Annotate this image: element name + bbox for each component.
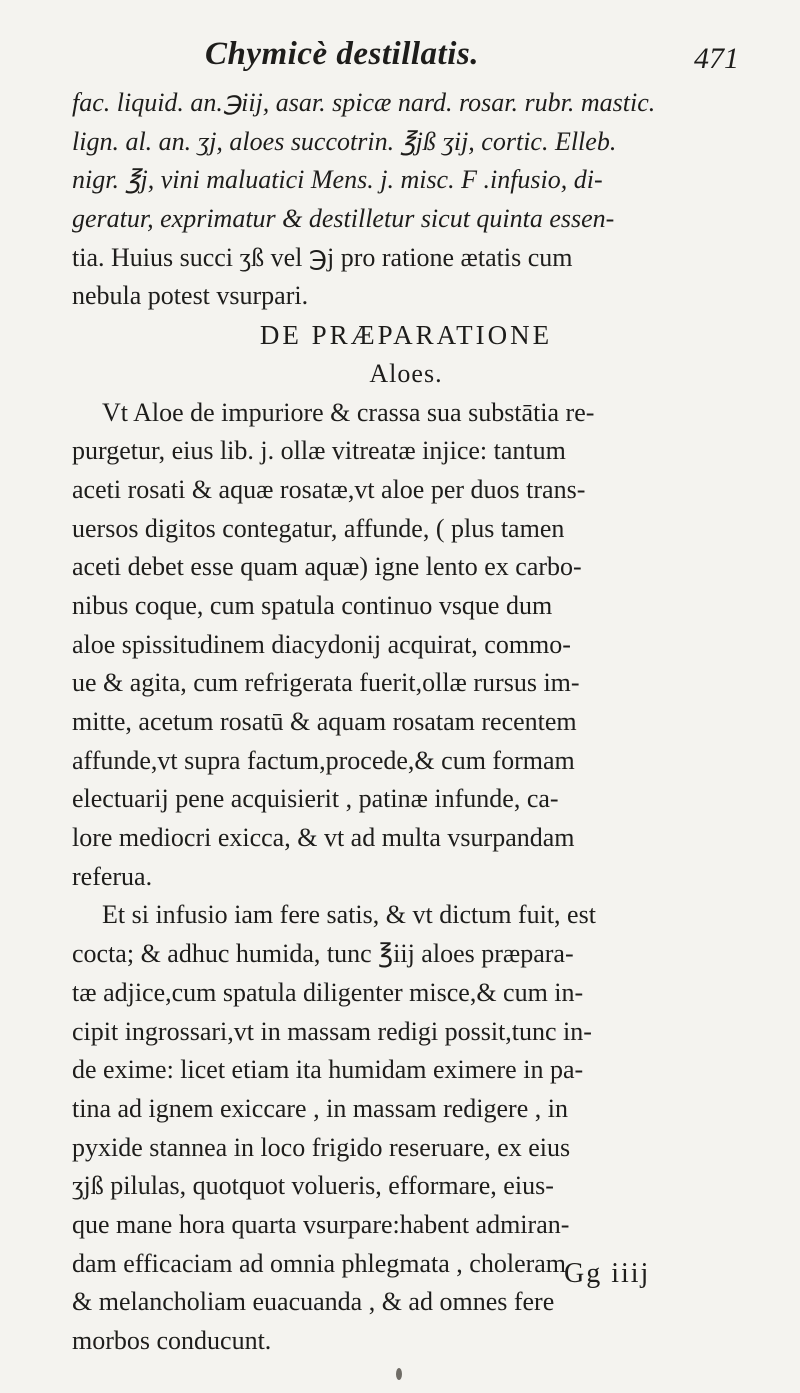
text-line: nebula potest vsurpari.	[72, 281, 309, 311]
text-line: affunde,vt supra factum,procede,& cum formam	[72, 745, 575, 775]
text-block	[72, 84, 740, 1361]
text-line: que mane hora quarta vsurpare:habent admiran-	[72, 1209, 570, 1239]
text-line: tina ad ignem exiccare , in massam redigere , in	[72, 1093, 568, 1123]
text-line: Vt Aloe de impuriore & crassa sua substātia re-	[102, 397, 595, 427]
text-line: mitte, acetum rosatū & aquam rosatam recentem	[72, 707, 577, 736]
signature-mark: Gg iiij	[564, 1258, 651, 1289]
page-number: 471	[694, 42, 739, 75]
recipe-line: nigr. ℥j, vini maluatici Mens. j. misc. F .infusio, di-	[72, 165, 603, 195]
text-line: aceti rosati & aquæ rosatæ,vt aloe per duos trans-	[72, 474, 586, 504]
recipe-line: geratur, exprimatur & destilletur sicut quinta essen-	[72, 204, 615, 234]
text-line: pyxide stannea in loco frigido reseruare, ex eius	[72, 1132, 571, 1162]
text-line: lore mediocri exicca, & vt ad multa vsurpandam	[72, 823, 575, 853]
text-line: cipit ingrossari,vt in massam redigi possit,tunc in-	[72, 1016, 592, 1046]
running-head	[0, 36, 800, 82]
text-line: ʒjß pilulas, quotquot volueris, efformare, eius-	[72, 1171, 554, 1201]
text-line: aceti debet esse quam aquæ) igne lento ex carbo-	[72, 552, 582, 582]
ink-smudge	[396, 1368, 402, 1380]
text-line: ue & agita, cum refrigerata fuerit,ollæ rursus im-	[72, 668, 580, 698]
text-line: morbos conducunt.	[72, 1326, 272, 1355]
text-line: cocta; & adhuc humida, tunc ℥iij aloes præpara-	[72, 939, 574, 969]
section-heading: DE PRÆPARATIONE	[259, 320, 553, 351]
recipe-line: fac. liquid. an.℈iij, asar. spicæ nard. rosar. rubr. mastic.	[72, 88, 656, 117]
text-line: tæ adjice,cum spatula diligenter misce,& cum in-	[72, 977, 584, 1007]
text-line: uersos digitos contegatur, affunde, ( plus tamen	[72, 513, 565, 543]
text-line: Et si infusio iam fere satis, & vt dictum fuit, est	[102, 900, 596, 930]
recipe-line: lign. al. an. ʒj, aloes succotrin. ℥jß ʒij, cortic. Elleb.	[72, 126, 617, 156]
text-line: dam efficaciam ad omnia phlegmata , choleram	[72, 1248, 567, 1278]
text-line: electuarij pene acquisierit , patinæ infunde, ca-	[72, 784, 559, 814]
text-line: referua.	[72, 861, 153, 891]
text-line: aloe spissitudinem diacydonij acquirat, commo-	[72, 629, 571, 659]
section-subheading: Aloes.	[369, 358, 443, 388]
text-line: de exime: licet etiam ita humidam eximere in pa-	[72, 1055, 584, 1085]
text-line: tia. Huius succi ʒß vel ℈j pro ratione ætatis cum	[72, 242, 573, 272]
text-line: nibus coque, cum spatula continuo vsque dum	[72, 590, 553, 620]
text-line: & melancholiam euacuanda , & ad omnes fere	[72, 1287, 555, 1317]
running-title: Chymicè destillatis.	[205, 36, 479, 72]
text-line: purgetur, eius lib. j. ollæ vitreatæ injice: tantum	[72, 436, 566, 466]
